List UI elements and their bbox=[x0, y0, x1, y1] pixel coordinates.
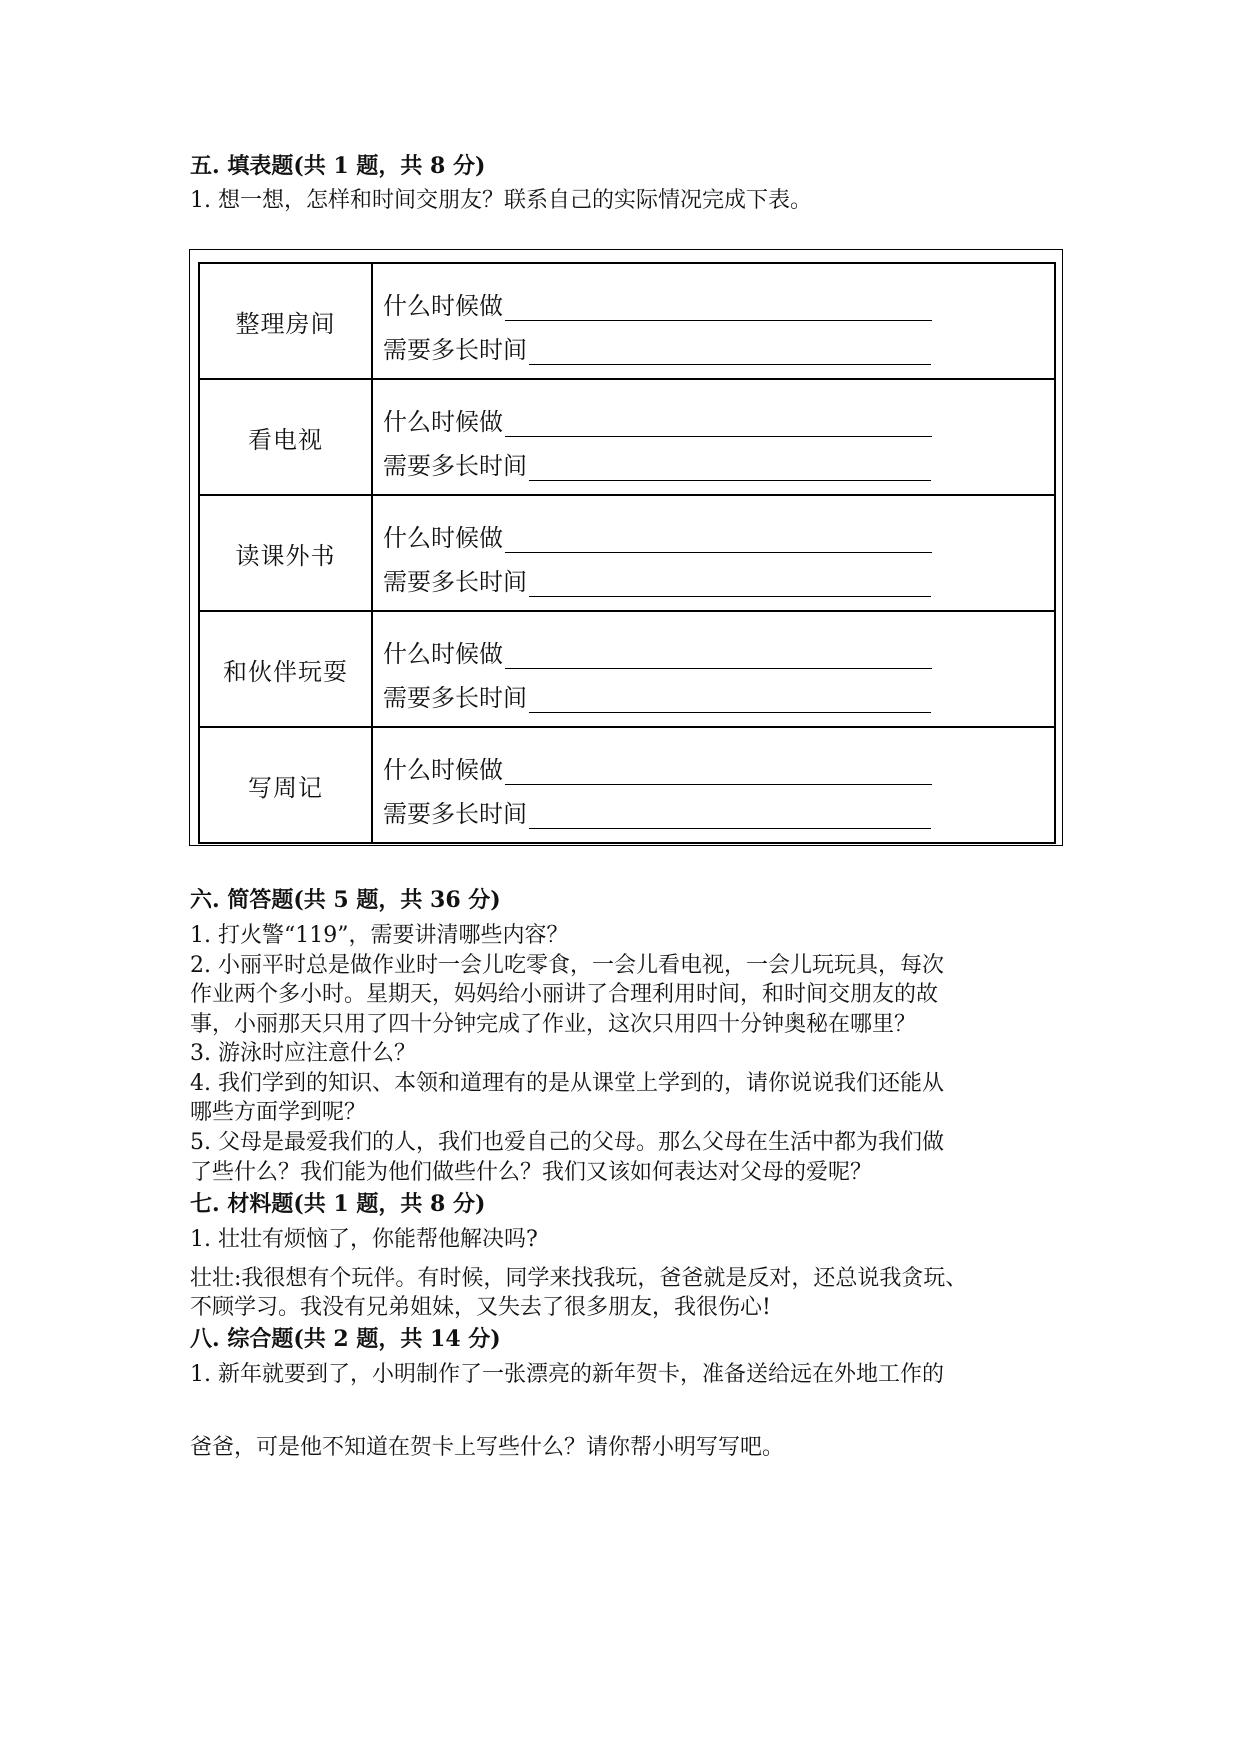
answer-blank[interactable] bbox=[505, 298, 932, 321]
duration-answer[interactable] bbox=[373, 437, 1054, 481]
answer-cell bbox=[372, 379, 1055, 495]
duration-answer[interactable] bbox=[373, 553, 1054, 597]
activity-cell: 和伙伴玩耍 bbox=[199, 611, 372, 727]
answer-blank[interactable] bbox=[529, 690, 931, 713]
when-answer[interactable] bbox=[373, 277, 1054, 321]
when-label: 什么时候做 bbox=[383, 408, 503, 436]
time-plan-table bbox=[198, 262, 1056, 844]
section-6-line: 哪些方面学到呢？ bbox=[190, 1100, 367, 1125]
activity-cell: 整理房间 bbox=[199, 263, 372, 379]
when-label: 什么时候做 bbox=[383, 524, 503, 552]
answer-cell bbox=[372, 727, 1055, 843]
section-5-heading: 五. 填表题(共 1 题，共 8 分) bbox=[190, 153, 486, 179]
when-answer[interactable] bbox=[373, 625, 1054, 669]
answer-cell bbox=[372, 495, 1055, 611]
material-line: 壮壮:我很想有个玩伴。有时候，同学来找我玩，爸爸就是反对，还总说我贪玩、 bbox=[190, 1266, 968, 1291]
answer-blank[interactable] bbox=[529, 458, 931, 481]
answer-blank[interactable] bbox=[529, 806, 931, 829]
answer-blank[interactable] bbox=[529, 342, 931, 365]
when-answer[interactable] bbox=[373, 393, 1054, 437]
section-6-line: 3. 游泳时应注意什么？ bbox=[190, 1041, 416, 1066]
section-6-line: 5. 父母是最爱我们的人，我们也爱自己的父母。那么父母在生活中都为我们做 bbox=[190, 1130, 944, 1155]
duration-label: 需要多长时间 bbox=[383, 452, 527, 480]
answer-blank[interactable] bbox=[505, 414, 932, 437]
section-6-line: 作业两个多小时。星期天，妈妈给小丽讲了合理利用时间，和时间交朋友的故 bbox=[190, 982, 939, 1007]
answer-blank[interactable] bbox=[505, 530, 932, 553]
section-8-question-1-continued: 爸爸，可是他不知道在贺卡上写些什么？请你帮小明写写吧。 bbox=[190, 1435, 785, 1460]
answer-cell bbox=[372, 611, 1055, 727]
material-line: 不顾学习。我没有兄弟姐妹，又失去了很多朋友，我很伤心! bbox=[190, 1295, 771, 1320]
duration-label: 需要多长时间 bbox=[383, 336, 527, 364]
activity-cell: 写周记 bbox=[199, 727, 372, 843]
when-answer[interactable] bbox=[373, 509, 1054, 553]
table-row bbox=[199, 495, 1055, 611]
duration-label: 需要多长时间 bbox=[383, 568, 527, 596]
table-row bbox=[199, 727, 1055, 843]
section-6-line: 1. 打火警“119”，需要讲清哪些内容？ bbox=[190, 923, 569, 948]
section-6-line: 事，小丽那天只用了四十分钟完成了作业，这次只用四十分钟奥秘在哪里？ bbox=[190, 1012, 917, 1037]
section-6-line: 2. 小丽平时总是做作业时一会儿吃零食，一会儿看电视，一会儿玩玩具，每次 bbox=[190, 953, 944, 978]
when-label: 什么时候做 bbox=[383, 756, 503, 784]
section-5-question-1: 1. 想一想，怎样和时间交朋友？联系自己的实际情况完成下表。 bbox=[190, 188, 812, 213]
section-6-line: 了些什么？我们能为他们做些什么？我们又该如何表达对父母的爱呢？ bbox=[190, 1160, 873, 1185]
section-8-question-1: 1. 新年就要到了，小明制作了一张漂亮的新年贺卡，准备送给远在外地工作的 bbox=[190, 1362, 944, 1387]
table-row bbox=[199, 263, 1055, 379]
when-label: 什么时候做 bbox=[383, 640, 503, 668]
section-7-question-1: 1. 壮壮有烦恼了，你能帮他解决吗? bbox=[190, 1227, 538, 1252]
table-row bbox=[199, 611, 1055, 727]
answer-cell bbox=[372, 263, 1055, 379]
when-answer[interactable] bbox=[373, 741, 1054, 785]
activity-cell: 看电视 bbox=[199, 379, 372, 495]
duration-answer[interactable] bbox=[373, 321, 1054, 365]
section-8-heading: 八. 综合题(共 2 题，共 14 分) bbox=[190, 1326, 501, 1352]
when-label: 什么时候做 bbox=[383, 292, 503, 320]
answer-blank[interactable] bbox=[529, 574, 931, 597]
answer-blank[interactable] bbox=[505, 646, 932, 669]
section-6-line: 4. 我们学到的知识、本领和道理有的是从课堂上学到的，请你说说我们还能从 bbox=[190, 1071, 944, 1096]
duration-label: 需要多长时间 bbox=[383, 684, 527, 712]
duration-answer[interactable] bbox=[373, 785, 1054, 829]
answer-blank[interactable] bbox=[505, 762, 932, 785]
table-row bbox=[199, 379, 1055, 495]
section-6-heading: 六. 简答题(共 5 题，共 36 分) bbox=[190, 887, 501, 913]
duration-answer[interactable] bbox=[373, 669, 1054, 713]
activity-cell: 读课外书 bbox=[199, 495, 372, 611]
duration-label: 需要多长时间 bbox=[383, 800, 527, 828]
section-7-heading: 七. 材料题(共 1 题，共 8 分) bbox=[190, 1191, 486, 1217]
